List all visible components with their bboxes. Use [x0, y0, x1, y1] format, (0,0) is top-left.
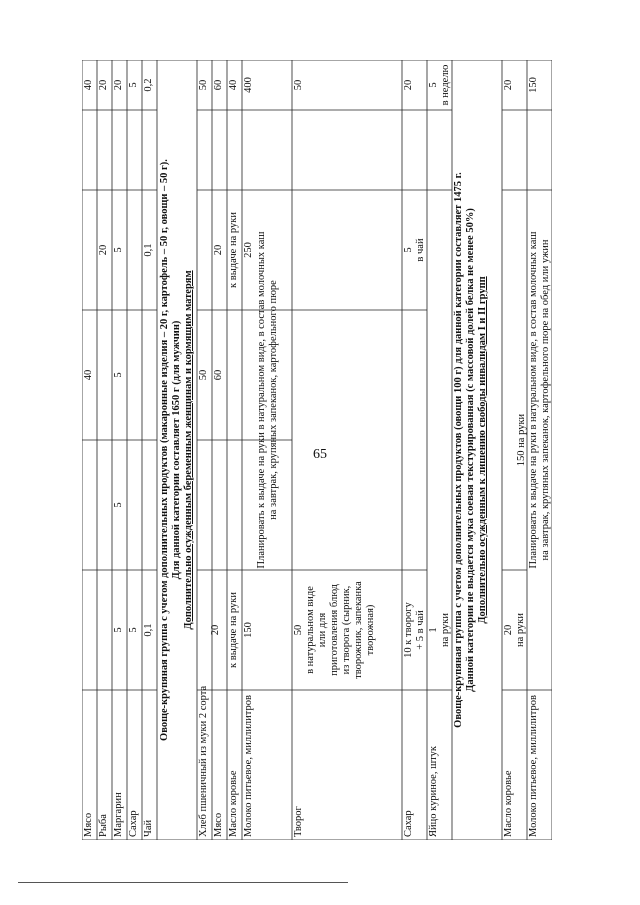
row-name-meat: Мясо — [213, 812, 224, 837]
row-total: 5 — [128, 82, 139, 88]
row-name-butter: Масло коровье — [228, 770, 239, 837]
scan-edge-line — [18, 882, 348, 883]
row-note: приготовления блюд — [329, 584, 340, 676]
row-value: 20 — [98, 244, 109, 256]
row-value: 0,1 — [143, 243, 154, 257]
row-total: 0,2 — [143, 78, 154, 92]
row-total: 5 — [428, 82, 439, 88]
row-name-milk: Молоко питьевое, миллилитров — [528, 695, 539, 837]
row-value: 5 — [113, 627, 124, 633]
row-value: 250 — [243, 242, 254, 258]
row-name-margarine: Маргарин — [113, 792, 124, 837]
row-value: 50 — [293, 624, 304, 636]
row-note: в натуральном виде — [305, 586, 316, 674]
row-name-fish: Рыба — [98, 814, 109, 837]
row-name-meat: Мясо — [83, 812, 94, 837]
row-note: на руки — [515, 613, 526, 647]
rotated-ration-table — [82, 60, 552, 840]
row-note: творожная) — [365, 604, 376, 656]
row-name-sugar: Сахар — [128, 810, 139, 837]
row-total: 20 — [98, 79, 109, 91]
row-name-milk: Молоко питьевое, миллилитров — [243, 695, 254, 837]
row-name-sugar: Сахар — [403, 810, 414, 837]
row-value: 5 — [113, 247, 124, 253]
row-total: 20 — [403, 79, 414, 91]
row-name-cottage-cheese: Творог — [293, 806, 304, 837]
row-value: 150 на руки — [516, 413, 527, 467]
row-value: 20 — [503, 624, 514, 636]
row-total: 40 — [228, 79, 239, 91]
row-total: 60 — [213, 79, 224, 91]
row-value: 20 — [210, 624, 221, 636]
section-heading-pregnant: Дополнительно осужденным беременным женщинам и кормящим матерям — [183, 270, 194, 630]
row-value: 50 — [198, 369, 209, 381]
row-note: в чай — [415, 238, 426, 262]
section-heading-veg-total: Для данной категории составляет 1650 г (для мужчин) — [171, 320, 182, 580]
row-total: 150 — [528, 77, 539, 93]
row-note: на руки — [440, 613, 451, 647]
row-note: из творога (сырник, — [341, 585, 352, 675]
row-total: 40 — [83, 79, 94, 91]
row-note: Планировать к выдаче на руки в натуральном виде, в состав молочных каш — [256, 231, 267, 569]
row-note: или для — [317, 612, 328, 648]
row-note: к выдаче на руки — [228, 212, 239, 288]
row-value: 5 — [113, 502, 124, 508]
row-value: 5 — [113, 372, 124, 378]
section-heading-veg2: Овоще-крупяная группа с учетом дополнительных продуктов (овощи 100 г) для данной категории составляет 1475 г. — [453, 172, 464, 728]
row-name-tea: Чай — [143, 819, 154, 837]
row-value: 40 — [83, 369, 94, 381]
row-value: 20 — [213, 244, 224, 256]
row-note: на завтрак, крупяных запеканок, картофельного пюре — [268, 280, 279, 520]
row-value: 60 — [213, 369, 224, 381]
row-total: 20 — [503, 79, 514, 91]
row-note: к выдаче на руки — [228, 592, 239, 668]
section-heading-veg: Овоще-крупяная группа с учетом дополнительных продуктов (макаронные изделия – 20 г, картофель – 50 г, овощи – 50 г). — [159, 159, 170, 741]
row-name-bread: Хлеб пшеничный из муки 2 сорта — [198, 685, 209, 837]
row-value: 150 — [243, 622, 254, 638]
section-heading-veg2-note: Данной категории не выдается мука соевая текстурированная (с массовой долей белка не менее 50%) — [465, 208, 476, 692]
row-value: 0,1 — [143, 623, 154, 637]
row-note: творожник, запеканка — [353, 581, 364, 679]
row-value: 5 — [128, 627, 139, 633]
row-total: 50 — [293, 79, 304, 91]
row-name-butter: Масло коровье — [503, 770, 514, 837]
row-note: Планировать к выдаче на руки в натуральном виде, в состав молочных каш — [528, 231, 539, 569]
row-value: 1 — [428, 627, 439, 633]
row-note: 10 к творогу — [403, 602, 414, 658]
row-note: + 5 в чай — [415, 610, 426, 650]
page-number: 65 — [313, 447, 327, 462]
row-value: 5 — [403, 247, 414, 253]
row-note: на завтрак, крупяных запеканок, картофельного пюре на обед или ужин — [540, 239, 551, 561]
row-total: 20 — [113, 79, 124, 91]
section-heading-disabled: Дополнительно осужденным к лишению свободы инвалидам I и II групп — [477, 276, 488, 624]
row-total: 50 — [198, 79, 209, 91]
row-note: в неделю — [440, 64, 451, 106]
row-total: 400 — [243, 77, 254, 93]
row-name-egg: Яйцо куриное, штук — [428, 746, 439, 837]
